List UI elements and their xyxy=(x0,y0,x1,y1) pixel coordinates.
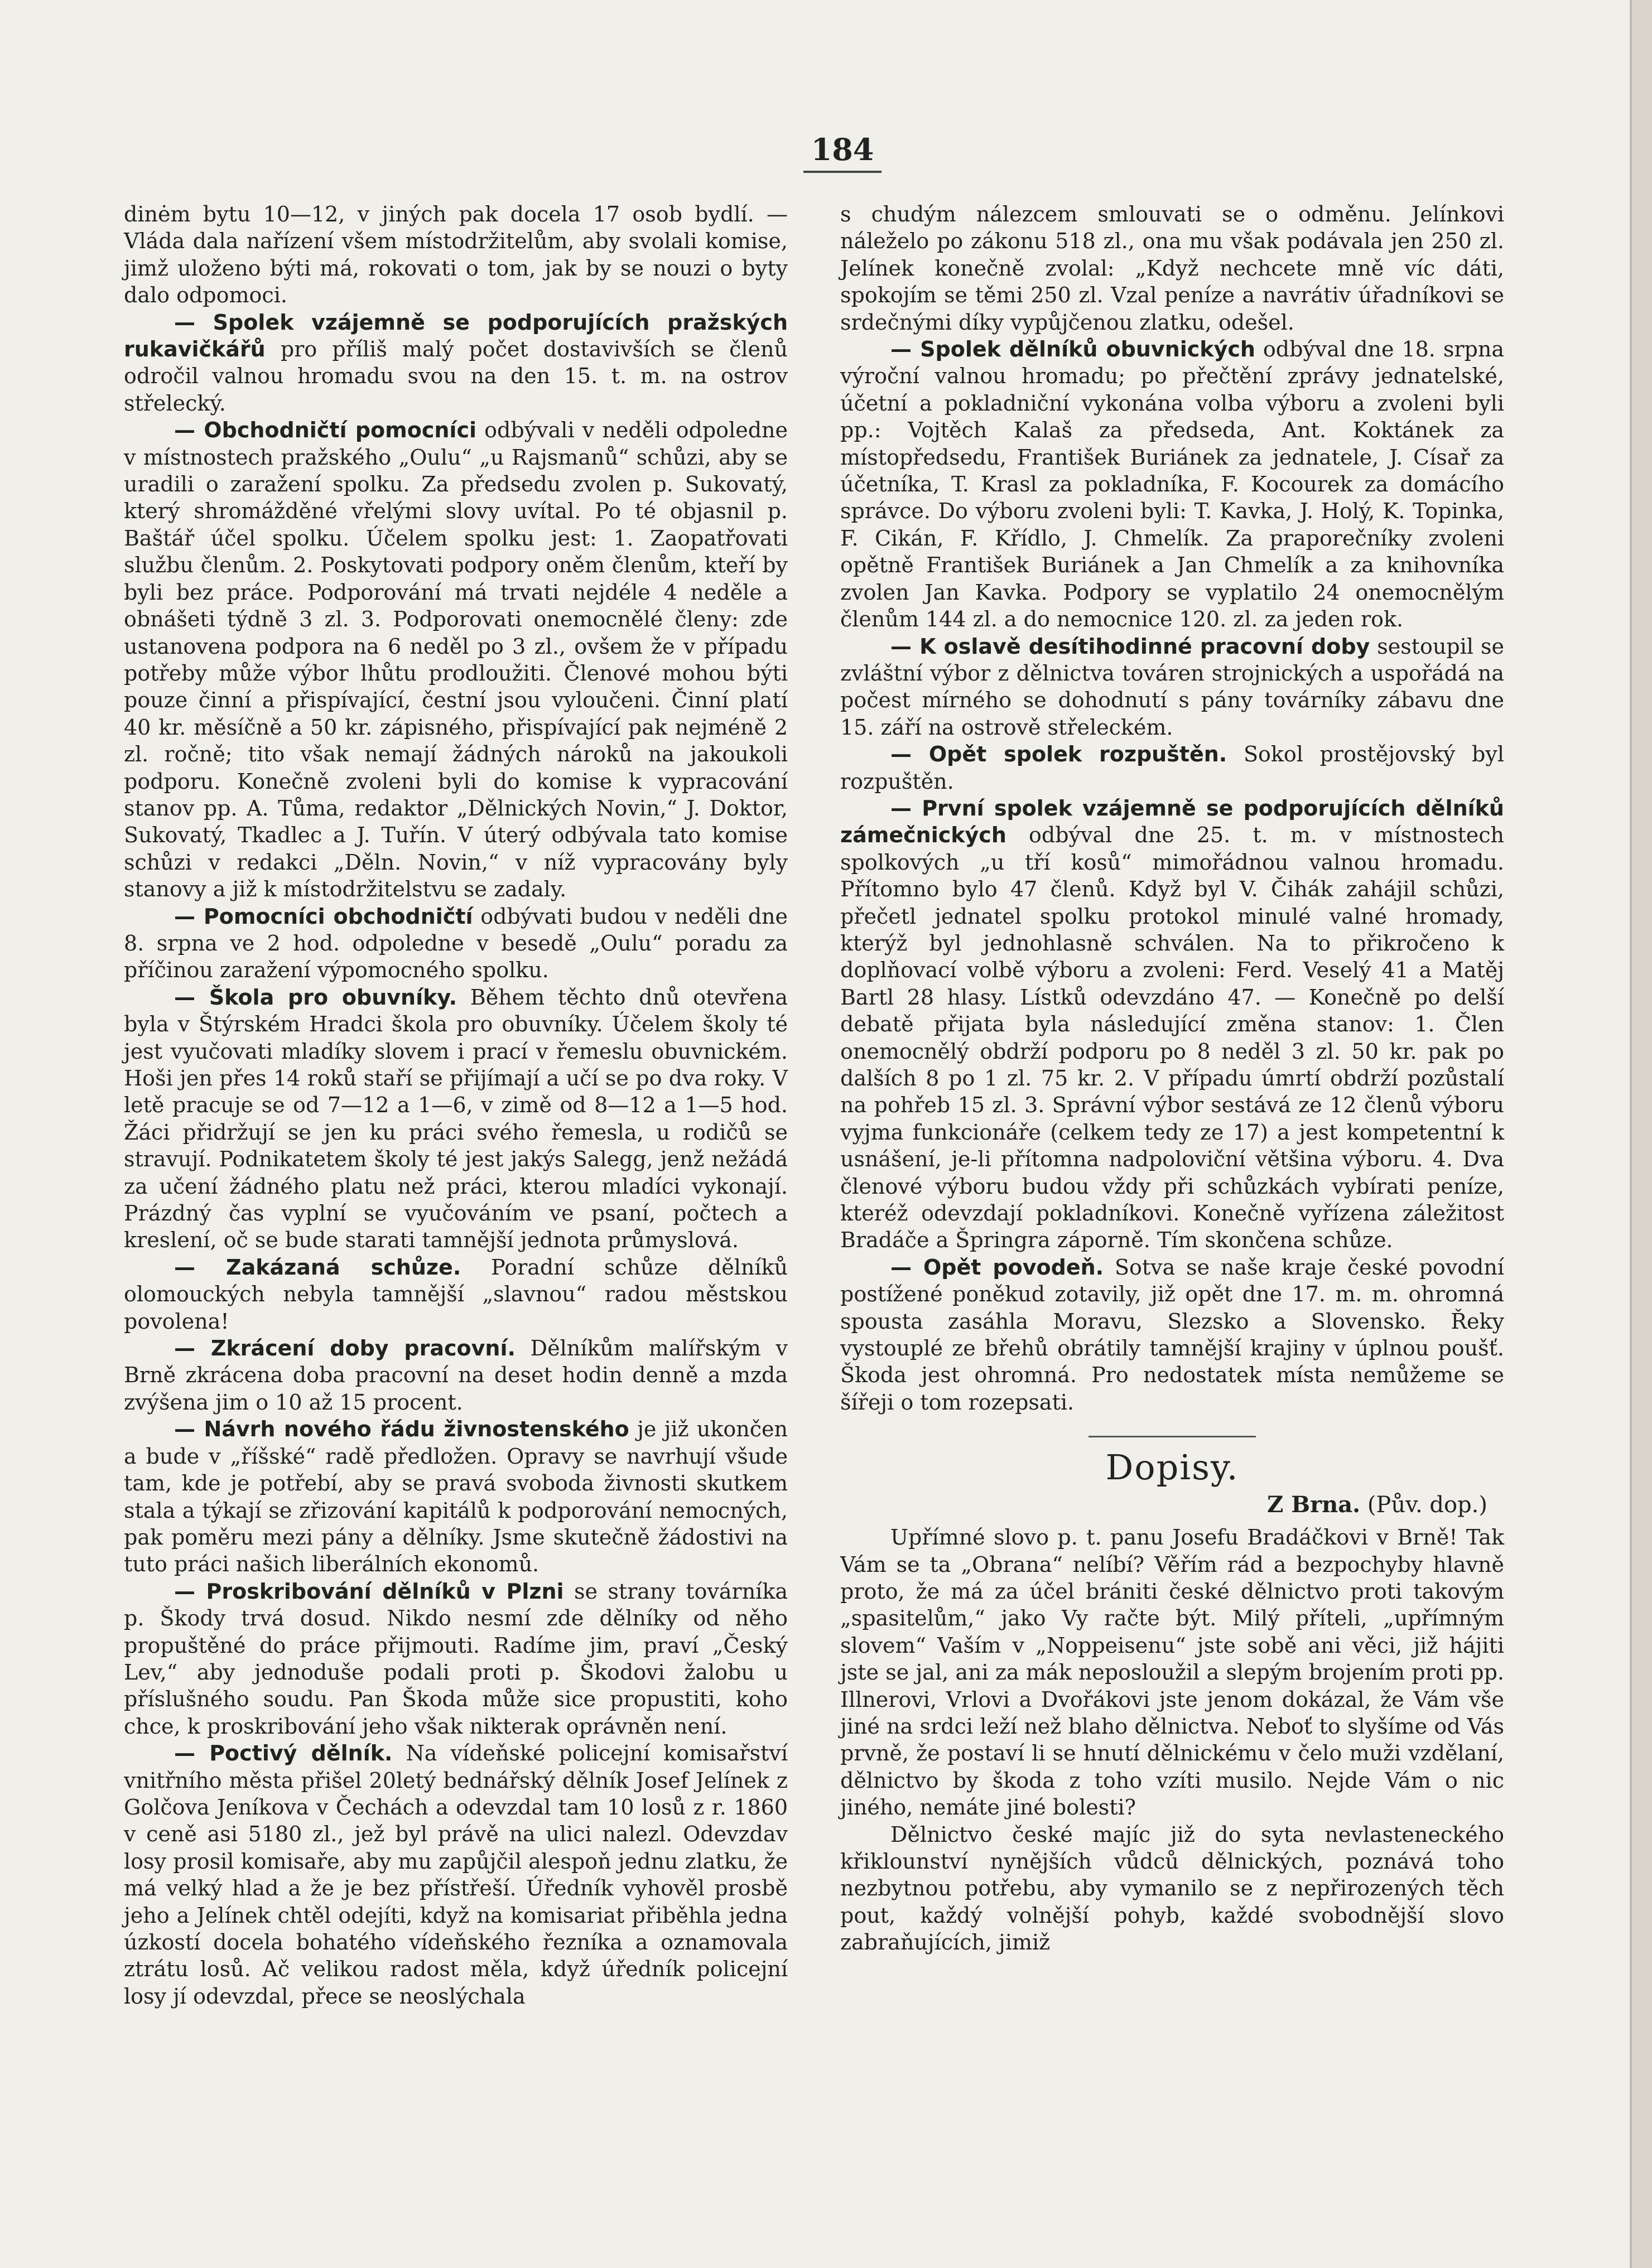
letter-byline xyxy=(840,1492,1504,1518)
article-paragraph: — Pomocníci obchodničtí odbývati budou v neděli dne 8. srpna ve 2 hod. odpoledne v besedě „Oulu“ poradu za příčinou zaražení výpomocného spolku. xyxy=(124,904,788,983)
section-divider xyxy=(1089,1436,1256,1437)
letter-source: (Pův. dop.) xyxy=(1367,1492,1487,1518)
article-paragraph: — Opět spolek rozpuštěn. Sokol prostějovský byl rozpuštěn. xyxy=(840,742,1505,794)
article-title: — Proskribování dělníků v Plzni xyxy=(174,1579,564,1604)
article-title: — Zakázaná schůze. xyxy=(174,1254,461,1280)
article-paragraph: dinėm bytu 10—12, v jiných pak docela 17 osob bydlí. — Vláda dala nařízení všem místodržitelům, aby svolali komise, jimž uloženo býti má, rokovati o tom, jak by se nouzi o byty dalo odpomoci. xyxy=(124,202,788,308)
article-title: — Pomocníci obchodničtí xyxy=(174,904,473,929)
article-paragraph: s chudým nálezcem smlouvati se o odměnu. Jelínkovi náleželo po zákonu 518 zl., ona mu však podávala jen 250 zl. Jelínek konečně zvolal: „Když nechcete mně víc dáti, spokojím se těmi 250 zl. Vzal peníze a navrátiv úřadníkovi se srdečnými díky vypůjčenou zlatku, odešel. xyxy=(840,202,1504,335)
article-title: — Opět spolek rozpuštěn. xyxy=(890,742,1227,767)
article-paragraph: — Zkrácení doby pracovní. Dělníkům malířským v Brně zkrácena doba pracovní na deset hodin denně a mzda zvýšena jim o 10 až 15 procent. xyxy=(124,1336,788,1415)
article-title: — Škola pro obuvníky. xyxy=(174,985,457,1010)
article-title: — Spolek vzájemně se podporujících pražských rukavičkářů xyxy=(124,310,788,362)
page-edge xyxy=(1630,0,1652,2268)
left-column xyxy=(124,201,788,2010)
article-title: — První spolek vzájemně se podporujících dělníků zámečnických xyxy=(840,795,1504,848)
right-column xyxy=(840,201,1504,1956)
article-title: — Zkrácení doby pracovní. xyxy=(174,1336,516,1361)
article-title: — Spolek dělníků obuvnických xyxy=(890,337,1255,362)
article-paragraph: — Poctivý dělník. Na vídeňské policejní komisařství vnitřního města přišel 20letý bednářský dělník Josef Jelínek z Golčova Jeníkova v Čechách a odevzdal tam 10 losů z r. 1860 v ceně asi 5180 zl., jež byl právě na ulici nalezl. Odevzdav losy prosil komisaře, aby mu zapůjčil alespoň jednu zlatku, že má velký hlad a že je bez přístřeší. Úředník vyhověl prosbě jeho a Jelínek chtěl odejíti, když na komisariat přiběhla jedna úzkostí docela bohatého vídeňského řezníka a oznamovala ztrátu losů. Ač velikou radost měla, když úředník policejní losy jí odevzdal, přece se neoslýchala xyxy=(124,1741,788,2009)
article-title: — Opět povodeň. xyxy=(890,1254,1104,1280)
letter-paragraph: Upřímné slovo p. t. panu Josefu Bradáčkovi v Brně! Tak Vám se ta „Obrana“ nelíbí? Věřím rád a bezpochyby hlavně proto, že má za účel brániti české dělnictvo proti takovým „spasitelům,“ jako Vy račte být. Milý příteli, „upřímným slovem“ Vaším v „Noppeisenu“ jste sobě ani věci, již hájiti jste se jal, ani za mák neposloužil a slepým brojením proti pp. Illnerovi, Vrlovi a Dvořákovi jste jenom dokázal, že Vám vše jiné na srdci leží než blaho dělnictva. Neboť to slyšíme od Vás prvně, že postaví li se hnutí dělnickému v čelo muži vzdělaní, dělnictvo by škoda z toho vzíti musilo. Nejde Vám o nic jiného, nemáte jiné bolesti? xyxy=(840,1525,1504,1820)
article-paragraph: — Spolek vzájemně se podporujících pražských rukavičkářů pro příliš malý počet dostavivších se členů odročil valnou hromadu svou na den 15. t. m. na ostrov střelecký. xyxy=(124,310,788,416)
article-paragraph: — První spolek vzájemně se podporujících dělníků zámečnických odbýval dne 25. t. m. v místnostech spolkových „u tří kosů“ mimořádnou valnou hromadu. Přítomno bylo 47 členů. Když byl V. Čihák zahájil schůzi, přečetl jednatel spolku protokol minulé valné hromady, kterýž byl jednohlasně schválen. Na to přikročeno k doplňovací volbě výboru a zvoleni: Ferd. Veselý 41 a Matěj Bartl 28 hlasy. Lístků odevzdáno 47. — Konečně po delší debatě přijata byla následující změna stanov: 1. Člen onemocnělý obdrží podporu po 8 neděl 3 zl. 50 kr. pak po dalších 8 po 1 zl. 75 kr. 2. V případu úmrtí obdrží pozůstalí na pohřeb 15 zl. 3. Správní výbor sestává ze 12 členů výboru vyjma funkcionáře (celkem tedy ze 17) a jest kompetentní k usnášení, je-li přítomna nadpoloviční většina výboru. 4. Dva členové výboru budou vždy při schůzkách vybírati peníze, kteréž odevzdají pokladníkovi. Konečně vyřízena záležitost Bradáče a Špringra záporně. Tím skončena schůze. xyxy=(840,795,1504,1253)
article-paragraph: — K oslavě desítihodinné pracovní doby sestoupil se zvláštní výbor z dělnictva továren strojnických a uspořádá na počest mírného se dohodnutí s pány továrníky zábavu dne 15. září na ostrově střeleckém. xyxy=(840,634,1504,740)
article-title: — K oslavě desítihodinné pracovní doby xyxy=(890,634,1370,659)
article-paragraph: — Opět povodeň. Sotva se naše kraje české povodní postížené poněkud zotavily, již opět dne 17. m. m. ohromná spousta zasáhla Moravu, Slezsko a Slovensko. Řeky vystouplé ze břehů obrátily tamnější krajiny v úplnou poušť. Škoda jest ohromná. Pro nedostatek místa nemůžeme se šířeji o tom rozepsati. xyxy=(840,1254,1504,1415)
article-paragraph: — Škola pro obuvníky. Během těchto dnů otevřena byla v Štýrském Hradci škola pro obuvníky. Účelem školy té jest vyučovati mladíky slovem i prací v řemeslu obuvnickém. Hoši jen přes 14 roků staří se přijímají a učí se po dva roky. V letě pracuje se od 7—12 a 1—6, v zimě od 8—12 a 1—5 hod. Žáci přidržují se jen ku práci svého řemesla, u rodičů se stravují. Podnikatetem školy té jest jakýs Salegg, jenž nežádá za učení žádného platu než práci, kterou mladíci vykonají. Prázdný čas vyplní se vyučováním ve psaní, počtech a kreslení, oč se bude starati tamnější jednota průmyslová. xyxy=(124,985,788,1253)
article-paragraph: — Proskribování dělníků v Plzni se strany továrníka p. Škody trvá dosud. Nikdo nesmí zde dělníky od něho propuštěné do práce přijmouti. Radíme jim, praví „Český Lev,“ aby jednoduše podali proti p. Škodovi žalobu u příslušného soudu. Pan Škoda může sice propustiti, koho chce, k proskribování jeho však nikterak oprávněn není. xyxy=(124,1579,788,1739)
article-paragraph: — Spolek dělníků obuvnických odbýval dne 18. srpna výroční valnou hromadu; po přečtění zprávy jednatelské, účetní a pokladniční vykonána volba výboru a zvoleni byli pp.: Vojtěch Kalaš za předseda, Ant. Koktánek za místopředsedu, František Buriánek za jednatele, J. Císař za účetníka, T. Krasl za pokladníka, F. Kocourek za domácího správce. Do výboru zvoleni byli: T. Kavka, J. Holý, K. Topinka, F. Cikán, F. Křídlo, J. Chmelík. Za praporečníky zvoleni opětně František Buriánek a Jan Chmelík a za knihovníka zvolen Jan Kavka. Podpory se vyplatilo 24 onemocnělým členům 144 zl. a do nemocnice 120. zl. za jeden rok. xyxy=(840,337,1504,632)
article-paragraph: — Zakázaná schůze. Poradní schůze dělníků olomouckých nebyla tamnější „slavnou“ radou městskou povolena! xyxy=(124,1254,788,1334)
article-paragraph: — Návrh nového řádu živnostenského je již ukončen a bude v „říšské“ radě předložen. Opravy se navrhují všude tam, kde je potřebí, aby se pravá svoboda živnosti skutkem stala a týkají se zřizování kapitálů k podporování nemocných, pak poměru mezi pány a dělníky. Jsme skutečně žádostivi na tuto práci našich liberálních ekonomů. xyxy=(124,1417,788,1577)
letter-place: Z Brna. xyxy=(1267,1491,1361,1518)
letter-paragraph: Dělnictvo české majíc již do syta nevlasteneckého křiklounství nynějších vůdců dělnických, poznává toho nezbytnou potřebu, aby vymanilo se z nepřirozených těch pout, každý volnější pohyb, každé svobodnější slovo zabraňujících, jimiž xyxy=(840,1822,1504,1955)
article-title: — Poctivý dělník. xyxy=(174,1741,393,1766)
page-number: 184 xyxy=(803,132,882,173)
section-title-dopisy: Dopisy. xyxy=(1105,1447,1239,1488)
article-title: — Obchodničtí pomocníci xyxy=(174,418,476,443)
article-paragraph: — Obchodničtí pomocníci odbývali v neděli odpoledne v místnostech pražského „Oulu“ „u Rajsmanů“ schůzi, aby se uradili o zaražení spolku. Za předsedu zvolen p. Sukovatý, který shromážděné vřelými slovy uvítal. Po té objasnil p. Baštář účel spolku. Účelem spolku jest: 1. Zaopatřovati službu členům. 2. Poskytovati podpory oněm členům, kteří by byli bez práce. Podporování má trvati nejdéle 4 neděle a obnášeti týdně 3 zl. 3. Podporovati onemocnělé členy: zde ustanovena podpora na 6 neděl po 3 zl., ovšem že v případu potřeby může výbor lhůtu prodloužiti. Členové mohou býti pouze činní a přispívající, čestní jsou vyloučeni. Činní platí 40 kr. měsíčně a 50 kr. zápisného, přispívající pak nejméně 2 zl. ročně; tito však nemají žádných nároků na jakoukoli podporu. Konečně zvoleni byli do komise k vypracování stanov pp. A. Tůma, redaktor „Dělnických Novin,“ J. Doktor, Sukovatý, Tkadlec a J. Tuřín. V úterý odbývala tato komise schůzi v redakci „Děln. Novin,“ v níž vypracovány byly stanovy a již k místodržitelstvu se zadaly. xyxy=(124,418,788,902)
article-title: — Návrh nového řádu živnostenského xyxy=(174,1417,629,1442)
